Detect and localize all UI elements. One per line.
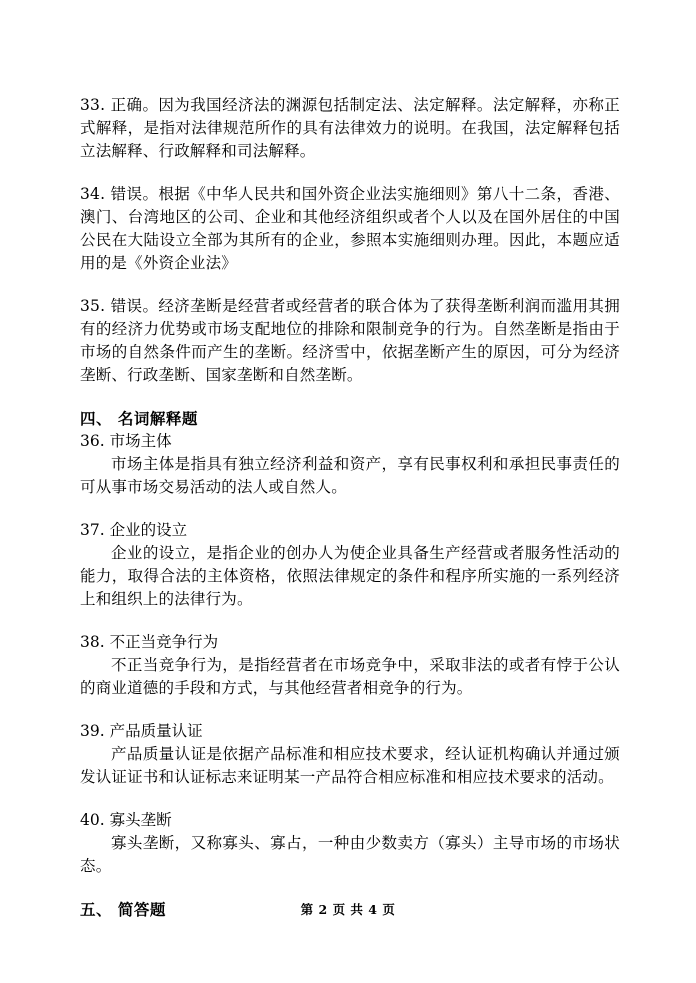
page-number-footer: 第 2 页 共 4 页: [300, 902, 396, 917]
term-title: 36. 市场主体: [80, 432, 172, 450]
page-content: [80, 94, 620, 921]
term-definition: 不正当竞争行为，是指经营者在市场竞争中，采取非法的或者有悖于公认的商业道德的手段和方式，与其他经营者相竞争的行为。: [80, 656, 620, 697]
term-definition: 市场主体是指具有独立经济利益和资产，享有民事权利和承担民事责任的可从事市场交易活动的法人或自然人。: [80, 455, 620, 496]
answer-35: 35. 错误。经济垄断是经营者或经营者的联合体为了获得垄断利润而滥用其拥有的经济力优势或市场支配地位的排除和限制竞争的行为。自然垄断是指由于市场的自然条件而产生的垄断。经济雪中，依据垄断产生的原因，可分为经济垄断、行政垄断、国家垄断和自然垄断。: [80, 297, 620, 384]
term-definition: 产品质量认证是依据产品标准和相应技术要求，经认证机构确认并通过颁发认证证书和认证标志来证明某一产品符合相应标准和相应技术要求的活动。: [80, 745, 620, 786]
term-item-38: [80, 631, 620, 700]
term-item-36: [80, 430, 620, 499]
term-item-37: [80, 519, 620, 611]
answer-34: 34. 错误。根据《中华人民共和国外资企业法实施细则》第八十二条，香港、澳门、台湾地区的公司、企业和其他经济组织或者个人以及在国外居住的中国公民在大陆设立全部为其所有的企业，参照本实施细则办理。因此，本题应适用的是《外资企业法》: [80, 185, 620, 272]
section-heading-terms: 四、 名词解释题: [80, 409, 198, 428]
section-heading-short-answer: 五、 简答题: [80, 900, 166, 919]
term-title: 37. 企业的设立: [80, 521, 188, 539]
term-item-39: [80, 720, 620, 789]
answer-33: 33. 正确。因为我国经济法的渊源包括制定法、法定解释。法定解释，亦称正式解释，是指对法律规范所作的具有法律效力的说明。在我国，法定解释包括立法解释、行政解释和司法解释。: [80, 96, 620, 160]
term-title: 40. 寡头垄断: [80, 811, 172, 829]
term-definition: 寡头垄断，又称寡头、寡占，一种由少数卖方（寡头）主导市场的市场状态。: [80, 834, 620, 875]
term-item-40: [80, 809, 620, 878]
term-title: 39. 产品质量认证: [80, 722, 203, 740]
term-definition: 企业的设立，是指企业的创办人为使企业具备生产经营或者服务性活动的能力，取得合法的主体资格，依照法律规定的条件和程序所实施的一系列经济上和组织上的法律行为。: [80, 544, 620, 608]
term-title: 38. 不正当竞争行为: [80, 633, 219, 651]
